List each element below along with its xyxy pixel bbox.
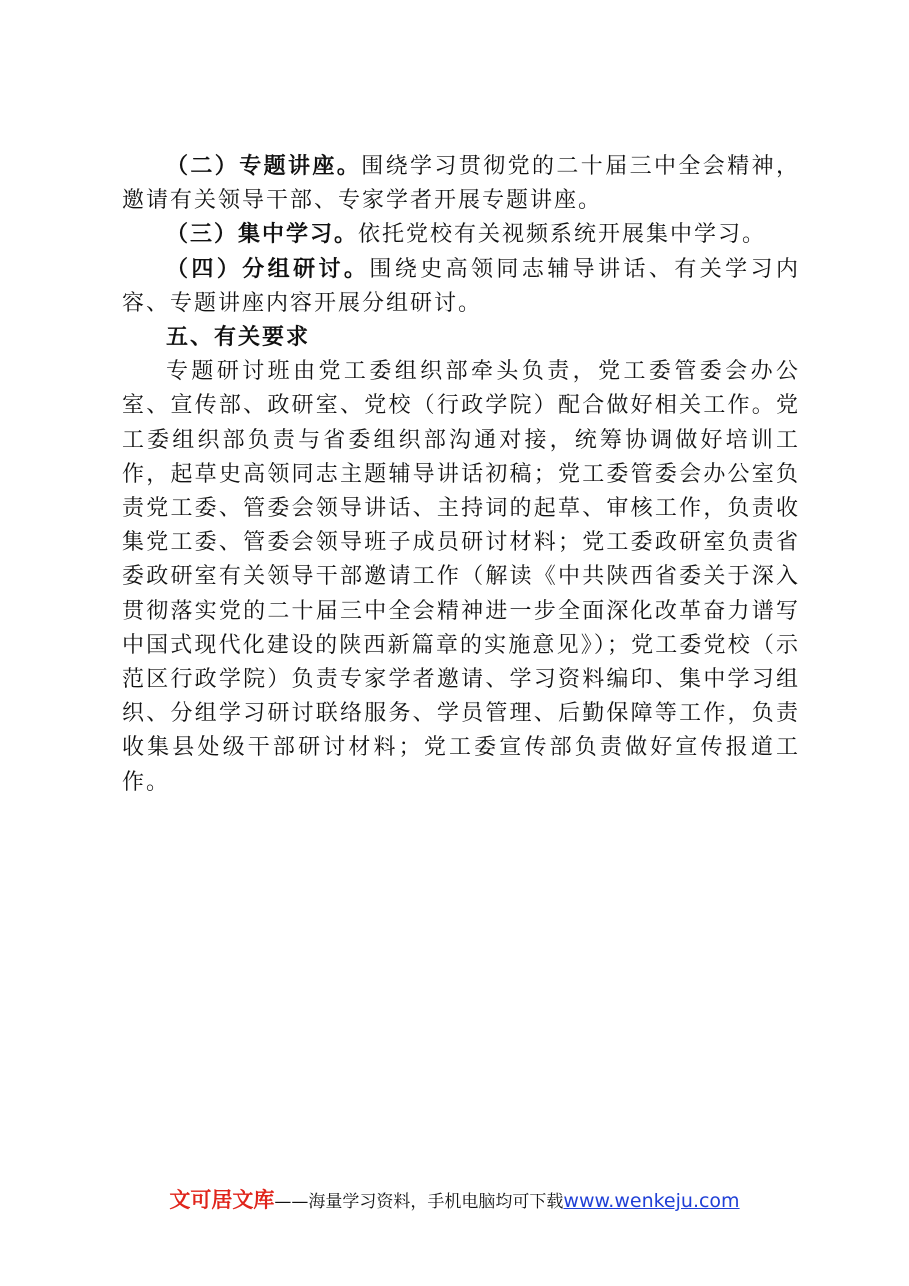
footer-link[interactable]: www.wenkeju.com	[563, 1190, 740, 1212]
section-paragraph: 专题研讨班由党工委组织部牵头负责，党工委管委会办公室、宣传部、政研室、党校（行政学院）配合做好相关工作。党工委组织部负责与省委组织部沟通对接，统筹协调做好培训工作，起草史高领同志主题辅导讲话初稿；党工委管委会办公室负责党工委、管委会领导讲话、主持词的起草、审核工作，负责收集党工委、管委会领导班子成员研讨材料；党工委政研室负责省委政研室有关领导干部邀请工作（解读《中共陕西省委关于深入贯彻落实党的二十届三中全会精神进一步全面深化改革奋力谱写中国式现代化建设的陕西新篇章的实施意见》）；党工委党校（示范区行政学院）负责专家学者邀请、学习资料编印、集中学习组织、分组学习研讨联络服务、学员管理、后勤保障等工作，负责收集县处级干部研讨材料；党工委宣传部负责做好宣传报道工作。	[122, 359, 800, 795]
footer-brand: 文可居文库	[169, 1188, 275, 1212]
paragraph-item-4	[122, 253, 800, 321]
section-heading: 五、有关要求	[166, 325, 311, 351]
paragraph-item-2	[122, 150, 800, 218]
item-lead: （三）集中学习。	[166, 222, 359, 248]
item-lead: （二）专题讲座。	[166, 154, 362, 179]
item-text: 围绕史高领同志辅导讲话、有关学习内容、专题讲座内容开展分组研讨。	[122, 256, 800, 316]
footer-banner	[0, 1184, 909, 1214]
document-body	[122, 150, 800, 800]
paragraph-item-3	[122, 218, 800, 252]
item-text: 围绕学习贯彻党的二十届三中全会精神，邀请有关领导干部、专家学者开展专题讲座。	[122, 154, 800, 214]
item-text: 依托党校有关视频系统开展集中学习。	[358, 222, 767, 248]
item-lead: （四）分组研讨。	[166, 256, 370, 282]
footer-tagline: ——海量学习资料，手机电脑均可下载	[274, 1192, 564, 1212]
